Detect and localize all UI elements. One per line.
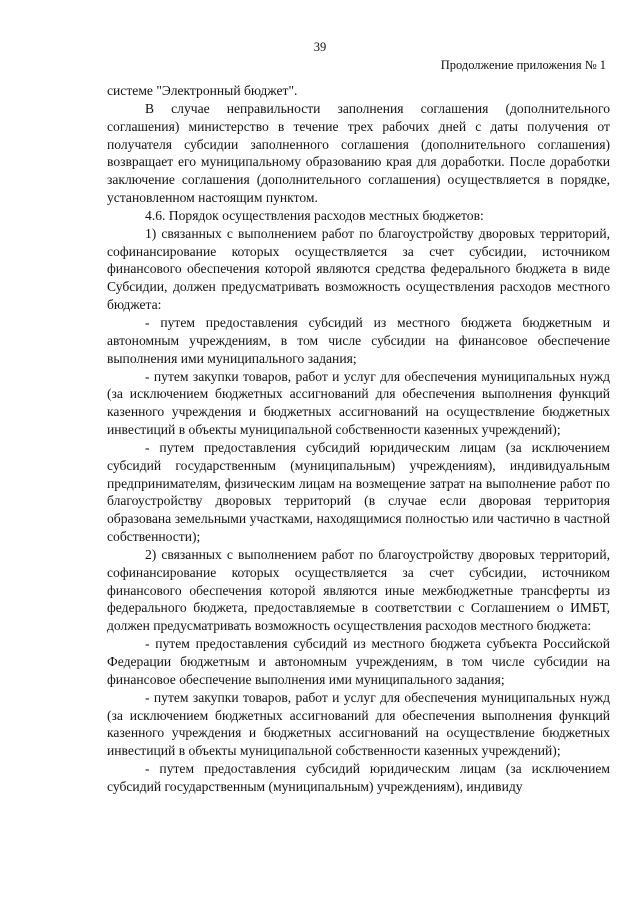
paragraph: 4.6. Порядок осуществления расходов местных бюджетов:	[145, 207, 484, 223]
list-item: - путем предоставления субсидий из местного бюджета бюджетным и автономным учреждениям, в том числе субсидии на финансовое обеспечение выполнения ими муниципального задания;	[107, 314, 610, 366]
list-item: - путем предоставления субсидий юридическим лицам (за исключением субсидий государственным (муниципальным) учреждениям), индивиду	[107, 761, 610, 794]
page-number: 39	[313, 40, 327, 54]
list-item: - путем предоставления субсидий юридическим лицам (за исключением субсидий государственным (муниципальным) учреждениям), индивидуальным предпринимателям, физическим лицам на возмещение затрат на выполнение работ по благоустройству дворовых территорий (в случае если дворовая территория образована земельными участками, находящимися полностью или частично в частной собственности);	[107, 439, 610, 545]
list-item: - путем закупки товаров, работ и услуг для обеспечения муниципальных нужд (за исключением бюджетных ассигнований для обеспечения выполнения функций казенного учреждения и бюджетных ассигнований на осуществление бюджетных инвестиций в объекты муниципальной собственности казенных учреждений);	[107, 368, 610, 438]
paragraph: 1) связанных с выполнением работ по благоустройству дворовых территорий, софинансирование которых осуществляется за счет субсидии, источником финансового обеспечения которой являются средства федерального бюджета в виде Субсидии, должен предусматривать возможность осуществления расходов местного бюджета:	[107, 225, 610, 313]
paragraph: В случае неправильности заполнения соглашения (дополнительного соглашения) министерство в течение трех рабочих дней с даты получения от получателя субсидии заполненного соглашения (дополнительного соглашения) возвращает его муниципальному образованию края для доработки. После доработки заключение соглашения (дополнительного соглашения) осуществляется в порядке, установленном настоящим пунктом.	[107, 100, 610, 206]
paragraph: 2) связанных с выполнением работ по благоустройству дворовых территорий, софинансирование которых осуществляется за счет субсидии, источником финансового обеспечения которой являются иные межбюджетные трансферты из федерального бюджета, предоставляемые в соответствии с Соглашением о ИМБТ, должен предусматривать возможность осуществления расходов местного бюджета:	[107, 546, 610, 634]
list-item: - путем предоставления субсидий из местного бюджета субъекта Российской Федерации бюджетным и автономным учреждениям, в том числе субсидии на финансовое обеспечение выполнения ими муниципального задания;	[107, 636, 610, 687]
paragraph: системе "Электронный бюджет".	[107, 83, 298, 98]
appendix-continuation-note: Продолжение приложения № 1	[440, 58, 606, 72]
document-body	[107, 82, 610, 796]
list-item: - путем закупки товаров, работ и услуг для обеспечения муниципальных нужд (за исключением бюджетных ассигнований для обеспечения выполнения функций казенного учреждения и бюджетных ассигнований на осуществление бюджетных инвестиций в объекты муниципальной собственности казенных учреждений);	[107, 689, 610, 759]
